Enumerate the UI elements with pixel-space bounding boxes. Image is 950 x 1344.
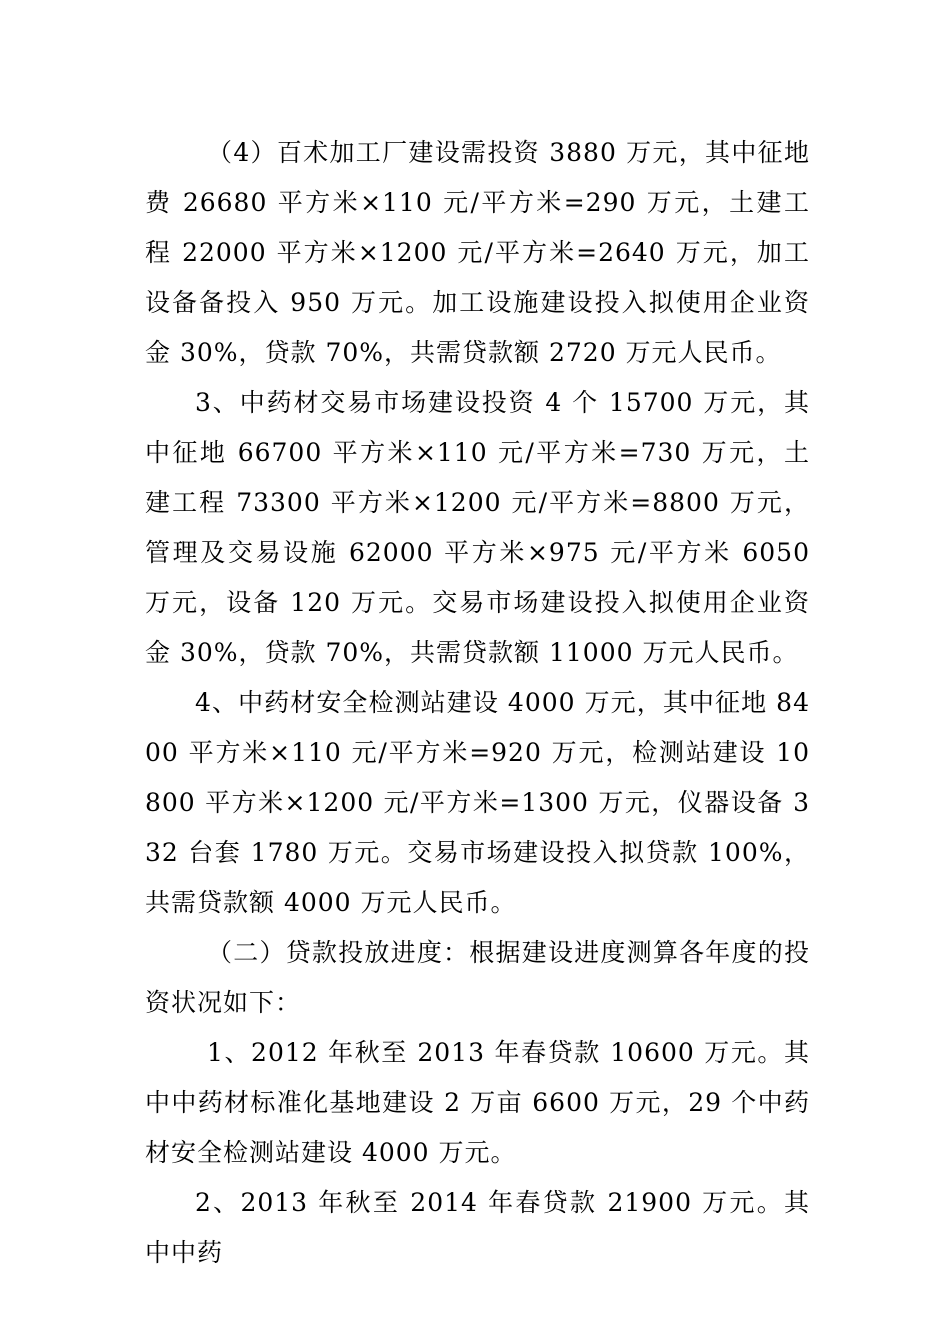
paragraph-testing-station: 4、中药材安全检测站建设 4000 万元，其中征地 8400 平方米×110 元/平方米=920 万元，检测站建设 10800 平方米×1200 元/平方米=1300 万元，仪器设备 332 台套 1780 万元。交易市场建设投入拟贷款 100%，共需贷款额 4000 万元人民币。 xyxy=(145,688,810,917)
paragraph-loan-2013: 2、2013 年秋至 2014 年春贷款 21900 万元。其中中药 xyxy=(145,1188,810,1267)
paragraph-loan-schedule-heading: （二）贷款投放进度：根据建设进度测算各年度的投资状况如下： xyxy=(145,938,810,1017)
paragraph-loan-2012: 1、2012 年秋至 2013 年春贷款 10600 万元。其中中药材标准化基地建设 2 万亩 6600 万元，29 个中药材安全检测站建设 4000 万元。 xyxy=(145,1038,810,1167)
paragraph-trading-market: 3、中药材交易市场建设投资 4 个 15700 万元，其中征地 66700 平方米×110 元/平方米=730 万元，土建工程 73300 平方米×1200 元/平方米=8800 万元，管理及交易设施 62000 平方米×975 元/平方米 6050 万元，设备 120 万元。交易市场建设投入拟使用企业资金 30%，贷款 70%，共需贷款额 11000 万元人民币。 xyxy=(145,388,810,667)
paragraph-processing-plant: （4）百术加工厂建设需投资 3880 万元，其中征地费 26680 平方米×110 元/平方米=290 万元，土建工程 22000 平方米×1200 元/平方米=2640 万元，加工设备备投入 950 万元。加工设施建设投入拟使用企业资金 30%，贷款 70%，共需贷款额 2720 万元人民币。 xyxy=(145,138,810,367)
document-page xyxy=(145,128,810,1278)
